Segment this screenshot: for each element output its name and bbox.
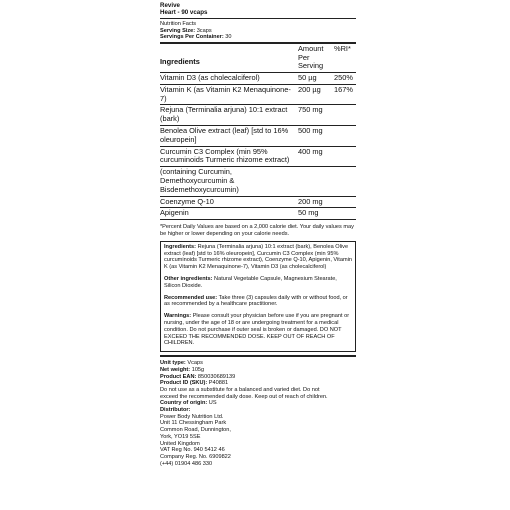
product-sku — [160, 380, 356, 387]
row-amount: 400 mg — [298, 146, 334, 167]
product-name: Heart - 90 vcaps — [160, 9, 208, 17]
serving-size-value: 3caps — [195, 27, 212, 34]
row-name: Rejuna (Terminalia arjuna) 10:1 extract (bark) — [160, 105, 298, 126]
row-name: Curcumin C3 Complex (min 95% curcuminoids Turmeric rhizome extract) — [160, 146, 298, 167]
product-sku-label: Product ID (SKU): — [160, 380, 208, 387]
distributor-line: Unit 11 Chessingham Park — [160, 420, 227, 427]
product-ean-label: Product EAN: — [160, 373, 197, 380]
col-ri: %RI* — [334, 44, 356, 72]
table-row — [160, 208, 356, 220]
row-name: Coenzyme Q-10 — [160, 196, 298, 208]
row-amount: 500 mg — [298, 125, 334, 146]
unit-type — [160, 360, 356, 367]
ingredients-label: Ingredients: — [164, 243, 197, 250]
facts-label: Nutrition Facts — [160, 20, 197, 27]
table-row — [160, 125, 356, 146]
net-weight-label: Net weight: — [160, 366, 191, 373]
servings-value: 30 — [223, 34, 232, 41]
distributor-label: Distributor: — [160, 407, 191, 414]
net-weight-value: 105g — [190, 366, 205, 373]
other-ingredients-text: Natural Vegetable Capsule, Magnesium Stearate, Silicon Dioxide. — [164, 275, 337, 289]
product-sku-value: P40881 — [207, 380, 229, 387]
row-amount: 200 µg — [298, 84, 334, 105]
row-amount: 50 µg — [298, 72, 334, 84]
row-ri — [334, 196, 356, 208]
warnings-label: Warnings: — [164, 313, 192, 320]
advice-line: exceed the recommended daily dose. Keep out of reach of children. — [160, 393, 328, 400]
table-row — [160, 72, 356, 84]
row-name: (containing Curcumin, Demethoxycurcumin & Bisdemethoxycurcumin) — [160, 167, 298, 196]
serving-size — [160, 28, 356, 35]
row-ri: 250% — [334, 72, 356, 84]
table-row — [160, 196, 356, 208]
info-box — [160, 241, 356, 352]
recommended-use-paragraph — [164, 295, 352, 309]
net-weight — [160, 367, 356, 374]
row-ri — [334, 208, 356, 220]
product-details — [160, 360, 356, 467]
servings-per-container — [160, 34, 356, 41]
table-row — [160, 146, 356, 167]
distributor-line: (+44) 01904 486 330 — [160, 460, 213, 467]
row-ri — [334, 167, 356, 196]
thick-divider — [160, 355, 356, 357]
origin-label: Country of origin: — [160, 400, 208, 407]
brand-name: Revive — [160, 2, 180, 9]
table-row — [160, 84, 356, 105]
product-ean — [160, 374, 356, 381]
distributor-line: Company Reg. No. 6909822 — [160, 453, 231, 460]
unit-type-label: Unit type: — [160, 360, 186, 367]
origin-value: US — [207, 400, 217, 407]
row-name: Vitamin D3 (as cholecalciferol) — [160, 72, 298, 84]
product-label — [160, 2, 356, 467]
row-name: Apigenin — [160, 208, 298, 220]
divider — [160, 18, 356, 19]
other-ingredients-label: Other ingredients: — [164, 275, 213, 282]
row-amount: 50 mg — [298, 208, 334, 220]
other-ingredients-paragraph — [164, 276, 352, 290]
row-name: Benolea Olive extract (leaf) [std to 16% oleuropein] — [160, 125, 298, 146]
row-ri — [334, 105, 356, 126]
distributor-line: Common Road, Dunnington, — [160, 427, 231, 434]
recommended-use-text: Take three (3) capsules daily with or without food, or as recommended by a healthcare practitioner. — [164, 294, 348, 308]
distributor-line: United Kingdom — [160, 440, 200, 447]
table-row — [160, 105, 356, 126]
ingredients-text: Rejuna (Terminalia arjuna) 10:1 extract (bark), Benolea Olive extract (leaf) [std to 16% oleuropein], Curcumin C3 Complex (min 95% curcuminoids Turmeric rhizome extract), Coenzyme Q-10, Apigenin, Vitamin K (as Vitamin K2 Menaquinone-7), Vitamin D3 (as cholecalciferol) — [164, 243, 352, 271]
table-header — [160, 44, 356, 72]
col-amount: Amount Per Serving — [298, 44, 334, 72]
distributor-line: VAT Reg No. 940 5412 46 — [160, 447, 225, 454]
nutrition-table — [160, 44, 356, 220]
distributor-line: Power Body Nutrition Ltd. — [160, 413, 224, 420]
row-amount: 200 mg — [298, 196, 334, 208]
advice-line: Do not use as a substitute for a balanced and varied diet. Do not — [160, 386, 320, 393]
distributor-line: York, YO19 5SE — [160, 433, 201, 440]
row-amount — [298, 167, 334, 196]
unit-type-value: Vcaps — [185, 360, 203, 367]
warnings-paragraph — [164, 313, 352, 347]
daily-value-footnote: *Percent Daily Values are based on a 2,000 calorie diet. Your daily values may be higher or lower depending on your calorie needs. — [160, 224, 354, 237]
row-name: Vitamin K (as Vitamin K2 Menaquinone-7) — [160, 84, 298, 105]
row-ri — [334, 125, 356, 146]
warnings-text: Please consult your physician before use if you are pregnant or nursing, under the age of 18 or are undergoing treatment for a medical condition. Do not purchase if outer seal is broken or damaged. DO NOT EXCEED THE RECOMMENDED DOSE. KEEP OUT OF REACH OF CHILDREN. — [164, 313, 350, 347]
serving-size-label: Serving Size: — [160, 27, 196, 34]
recommended-use-label: Recommended use: — [164, 294, 218, 301]
product-ean-value: 850030689139 — [196, 373, 236, 380]
row-ri — [334, 146, 356, 167]
row-amount: 750 mg — [298, 105, 334, 126]
country-of-origin — [160, 400, 356, 407]
col-ingredients: Ingredients — [160, 44, 298, 72]
ingredients-paragraph — [164, 244, 352, 271]
table-row — [160, 167, 356, 196]
label-header — [160, 2, 356, 44]
servings-label: Servings Per Container: — [160, 34, 224, 41]
row-ri: 167% — [334, 84, 356, 105]
